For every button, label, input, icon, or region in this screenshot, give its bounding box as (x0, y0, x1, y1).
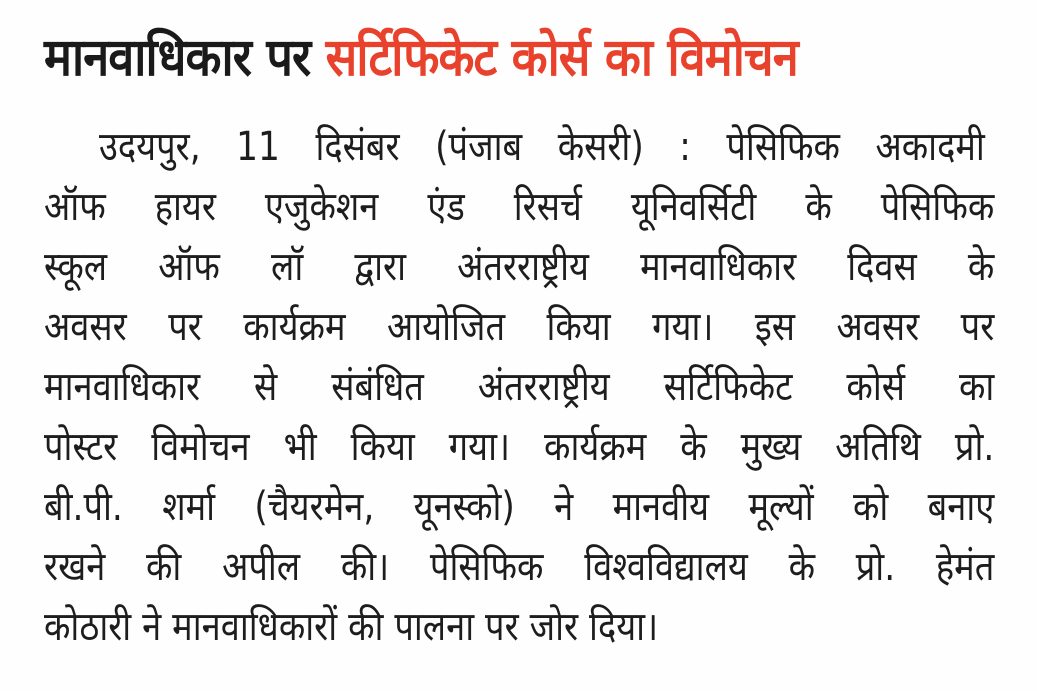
article-line: रखने की अपील की। पेसिफिक विश्वविद्यालय के प्रो. हेमंत (44, 544, 995, 590)
article-line: पोस्टर विमोचन भी किया गया। कार्यक्रम के मुख्य अतिथि प्रो. (44, 424, 995, 470)
article-line: कोठारी ने मानवाधिकारों की पालना पर जोर दिया। (44, 604, 659, 650)
article-line: बी.पी. शर्मा (चैयरमेन, यूनस्को) ने मानवीय मूल्यों को बनाए (44, 484, 995, 530)
article-body (44, 118, 994, 658)
article-line: मानवाधिकार से संबंधित अंतरराष्ट्रीय सर्टिफिकेट कोर्स का (44, 364, 995, 410)
headline (44, 22, 908, 94)
article-line: उदयपुर, 11 दिसंबर (पंजाब केसरी) : पेसिफिक अकादमी (99, 124, 985, 170)
article-line: स्कूल ऑफ लॉ द्वारा अंतरराष्ट्रीय मानवाधिकार दिवस के (44, 244, 995, 290)
headline-black-part: मानवाधिकार पर (44, 28, 311, 88)
article-line: अवसर पर कार्यक्रम आयोजित किया गया। इस अवसर पर (44, 304, 995, 350)
headline-red-part: सर्टिफिकेट कोर्स का विमोचन (325, 28, 798, 88)
article-line: ऑफ हायर एजुकेशन एंड रिसर्च यूनिवर्सिटी के पेसिफिक (44, 184, 995, 230)
